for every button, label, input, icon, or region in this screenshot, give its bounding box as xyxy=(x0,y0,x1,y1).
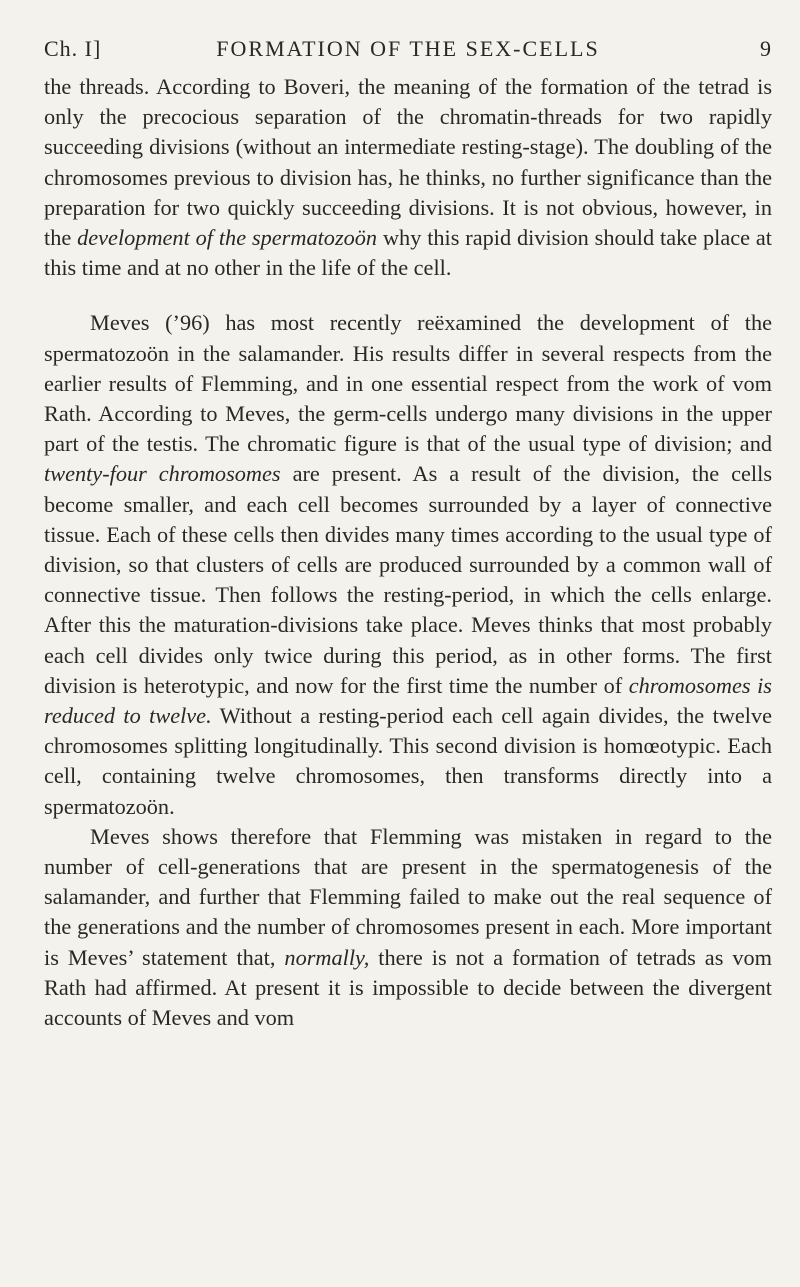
running-title: FORMATION OF THE SEX-CELLS xyxy=(216,36,600,61)
text-run: Meves shows therefore that Flemming was mistaken in regard to the number of cell-generations that are present in the spermatogenesis of the salamander, and further that Flemming failed to make out the real sequence of the generations and the number of chromosomes present in each. More important is Meves’ statement that, xyxy=(44,823,772,970)
page-number: 9 xyxy=(760,36,772,61)
body-text xyxy=(44,72,772,1033)
text-run: there is not a formation of tetrads as vom Rath had affirmed. At present it is impossible to decide between the divergent accounts of Meves and vom xyxy=(44,944,772,1031)
italic-phrase: development of the spermatozoön xyxy=(77,225,378,251)
running-header xyxy=(44,36,772,66)
text-run: why this rapid division should take place at this time and at no other in the life of the cell. xyxy=(44,225,772,281)
text-run: Meves (’96) has most recently reëxamined the development of the spermatozoön in the salamander. His results differ in several respects from the earlier results of Flemming, and in one essential respect from the work of vom Rath. According to Meves, the germ-cells undergo many divisions in the upper part of the testis. The chromatic figure is that of the usual type of division; and xyxy=(44,310,772,457)
chapter-label: Ch. I] xyxy=(44,36,102,61)
italic-phrase: twenty-four chromosomes xyxy=(44,461,281,487)
paragraph-2 xyxy=(44,308,772,821)
paragraph-1 xyxy=(44,72,772,283)
italic-phrase: normally, xyxy=(284,944,370,970)
text-run: the threads. According to Boveri, the meaning of the formation of the tetrad is only the precocious separation of the chromatin-threads for two rapidly succeeding divisions (without an intermediate resting-stage). The doubling of the chromosomes previous to division has, he thinks, no further significance than the preparation for two quickly succeeding divisions. It is not obvious, however, in the xyxy=(44,74,772,251)
italic-phrase: chromosomes is reduced to twelve. xyxy=(44,672,772,729)
paragraph-3 xyxy=(44,822,772,1033)
text-run: Without a resting-period each cell again divides, the twelve chromosomes splitting longitudinally. This second division is homœotypic. Each cell, containing twelve chromosomes, then transforms directly into a spermatozoön. xyxy=(44,703,772,819)
text-run: are present. As a result of the division, the cells become smaller, and each cell becomes surrounded by a layer of connective tissue. Each of these cells then divides many times according to the usual type of division, so that clusters of cells are produced surrounded by a common wall of connective tissue. Then follows the resting-period, in which the cells enlarge. After this the maturation-divisions take place. Meves thinks that most probably each cell divides only twice during this period, as in other forms. The first division is heterotypic, and now for the first time the number of xyxy=(44,461,772,698)
